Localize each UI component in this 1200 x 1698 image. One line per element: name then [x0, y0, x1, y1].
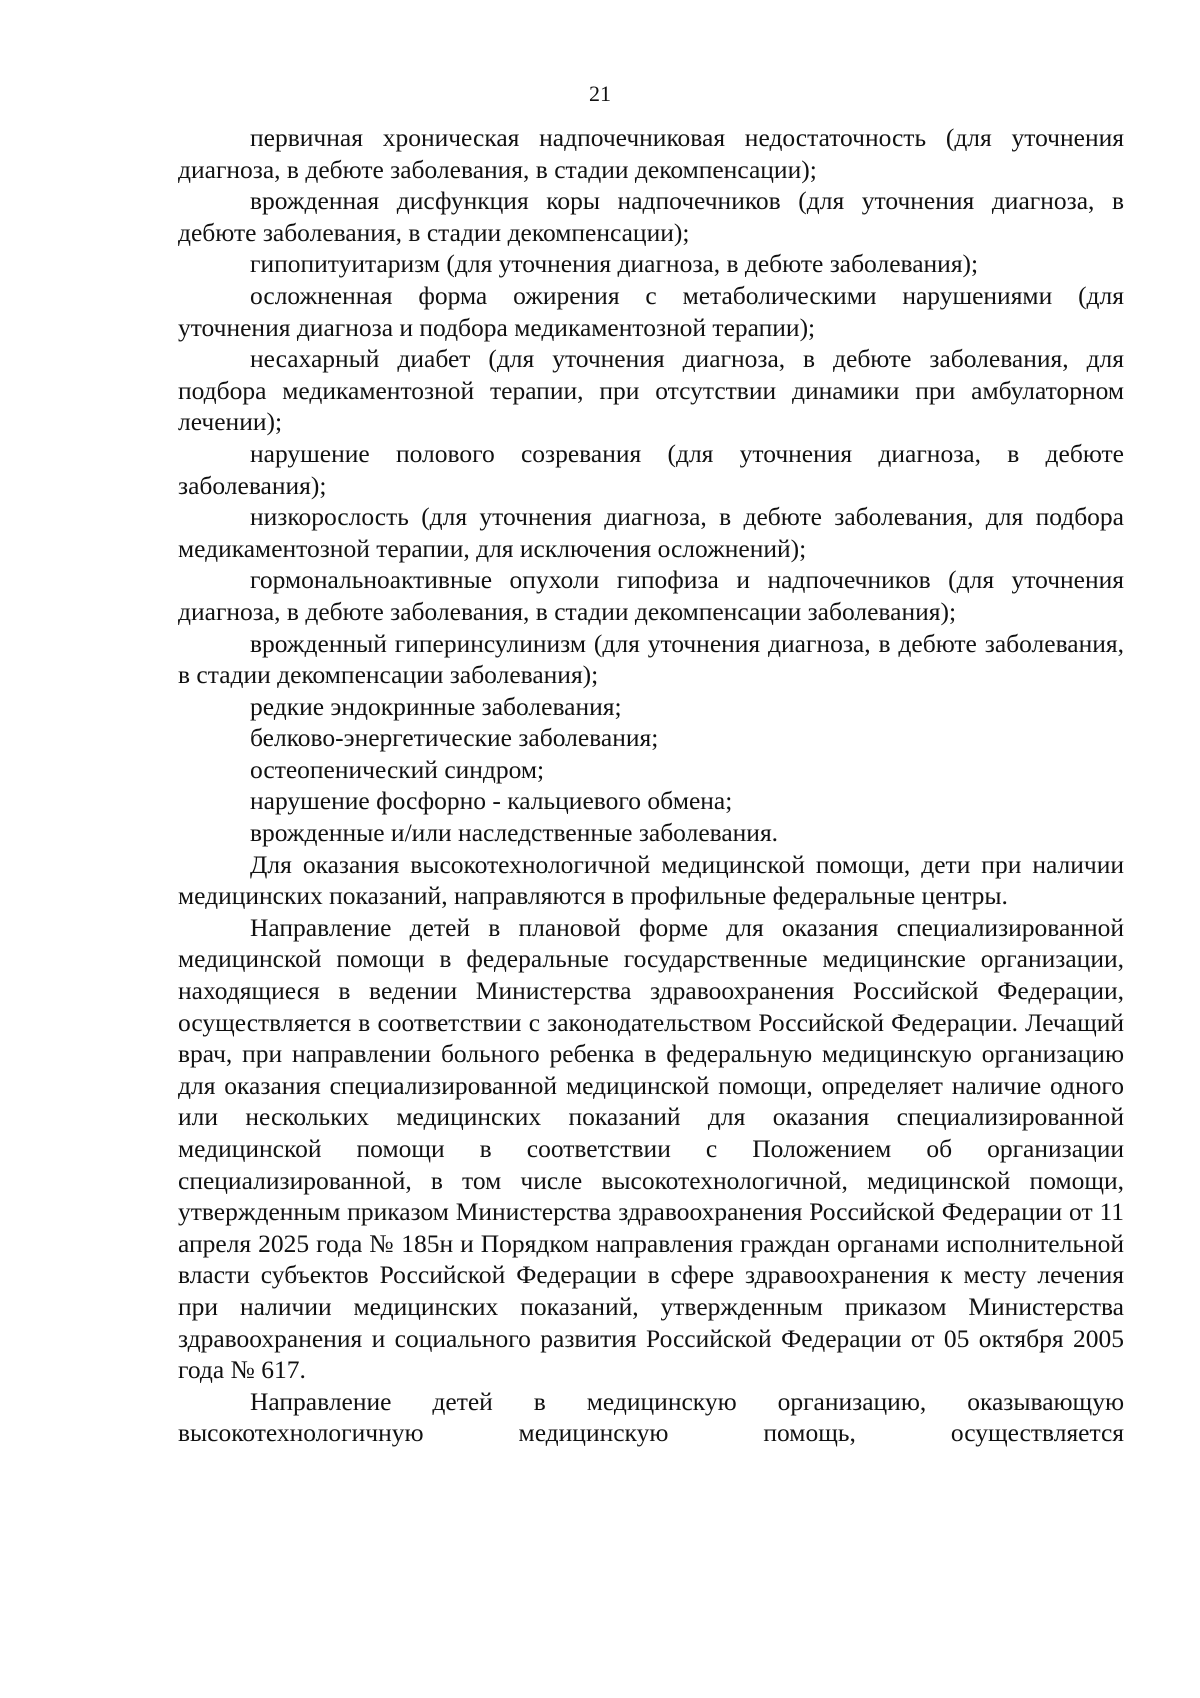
list-item-short-stature: низкорослость (для уточнения диагноза, в дебюте заболевания, для подбора медикаментозной терапии, для исключения осложнений);: [178, 502, 1124, 563]
list-item-diabetes-insipidus: несахарный диабет (для уточнения диагноза, в дебюте заболевания, для подбора медикаментозной терапии, при отсутствии динамики при амбулаторном лечении);: [178, 344, 1124, 437]
page-number: 21: [589, 81, 611, 106]
list-item-obesity: осложненная форма ожирения с метаболическими нарушениями (для уточнения диагноза и подбора медикаментозной терапии);: [178, 280, 1124, 342]
paragraph-high-tech-care: Для оказания высокотехнологичной медицинской помощи, дети при наличии медицинских показаний, направляются в профильные федеральные центры.: [178, 849, 1124, 911]
paragraph-planned-referral: Направление детей в плановой форме для оказания специализированной медицинской помощи в федеральные государственные медицинские организации, находящиеся в ведении Министерства здравоохранения Российской Федерации, осуществляется в соответствии с законодательством Российской Федерации. Лечащий врач, при направлении больного ребенка в федеральную медицинскую организацию для оказания специализированной медицинской помощи, определяет наличие одного или нескольких медицинских показаний для оказания специализированной медицинской помощи в соответствии с Положением об организации специализированной, в том числе высокотехнологичной, медицинской помощи, утвержденным приказом Министерства здравоохранения Российской Федерации от 11 апреля 2025 года № 185н и Порядком направления граждан органами исполнительной власти субъектов Российской Федерации в сфере здравоохранения к месту лечения при наличии медицинских показаний, утвержденным приказом Министерства здравоохранения и социального развития Российской Федерации от 05 октября 2005 года № 617.: [178, 912, 1124, 1385]
list-item-adrenal-cortex-dysfunction: врожденная дисфункция коры надпочечников (для уточнения диагноза, в дебюте заболевания, в стадии декомпенсации);: [178, 186, 1124, 247]
document-body: [178, 122, 1124, 1449]
list-item-rare-endocrine: редкие эндокринные заболевания;: [250, 691, 622, 721]
list-item-hereditary: врожденные и/или наследственные заболевания.: [250, 818, 779, 848]
list-item-hormonal-tumors: гормональноактивные опухоли гипофиза и надпочечников (для уточнения диагноза, в дебюте заболевания, в стадии декомпенсации заболевания);: [178, 565, 1124, 626]
list-item-phosphorus-calcium: нарушение фосфорно - кальциевого обмена;: [250, 786, 733, 816]
list-item-hyperinsulinism: врожденный гиперинсулинизм (для уточнения диагноза, в дебюте заболевания, в стадии декомпенсации заболевания);: [178, 628, 1124, 690]
list-item-puberty-disorder: нарушение полового созревания (для уточнения диагноза, в дебюте заболевания);: [178, 438, 1124, 500]
list-item-protein-energy: белково-энергетические заболевания;: [250, 723, 659, 753]
list-item-osteopenic: остеопенический синдром;: [250, 754, 545, 784]
paragraph-referral-continued: Направление детей в медицинскую организацию, оказывающую высокотехнологичную медицинскую помощь, осуществляется: [178, 1386, 1124, 1448]
list-item-adrenal-insufficiency: первичная хроническая надпочечниковая недостаточность (для уточнения диагноза, в дебюте заболевания, в стадии декомпенсации);: [178, 123, 1124, 184]
list-item-hypopituitarism: гипопитуитаризм (для уточнения диагноза, в дебюте заболевания);: [250, 249, 979, 279]
